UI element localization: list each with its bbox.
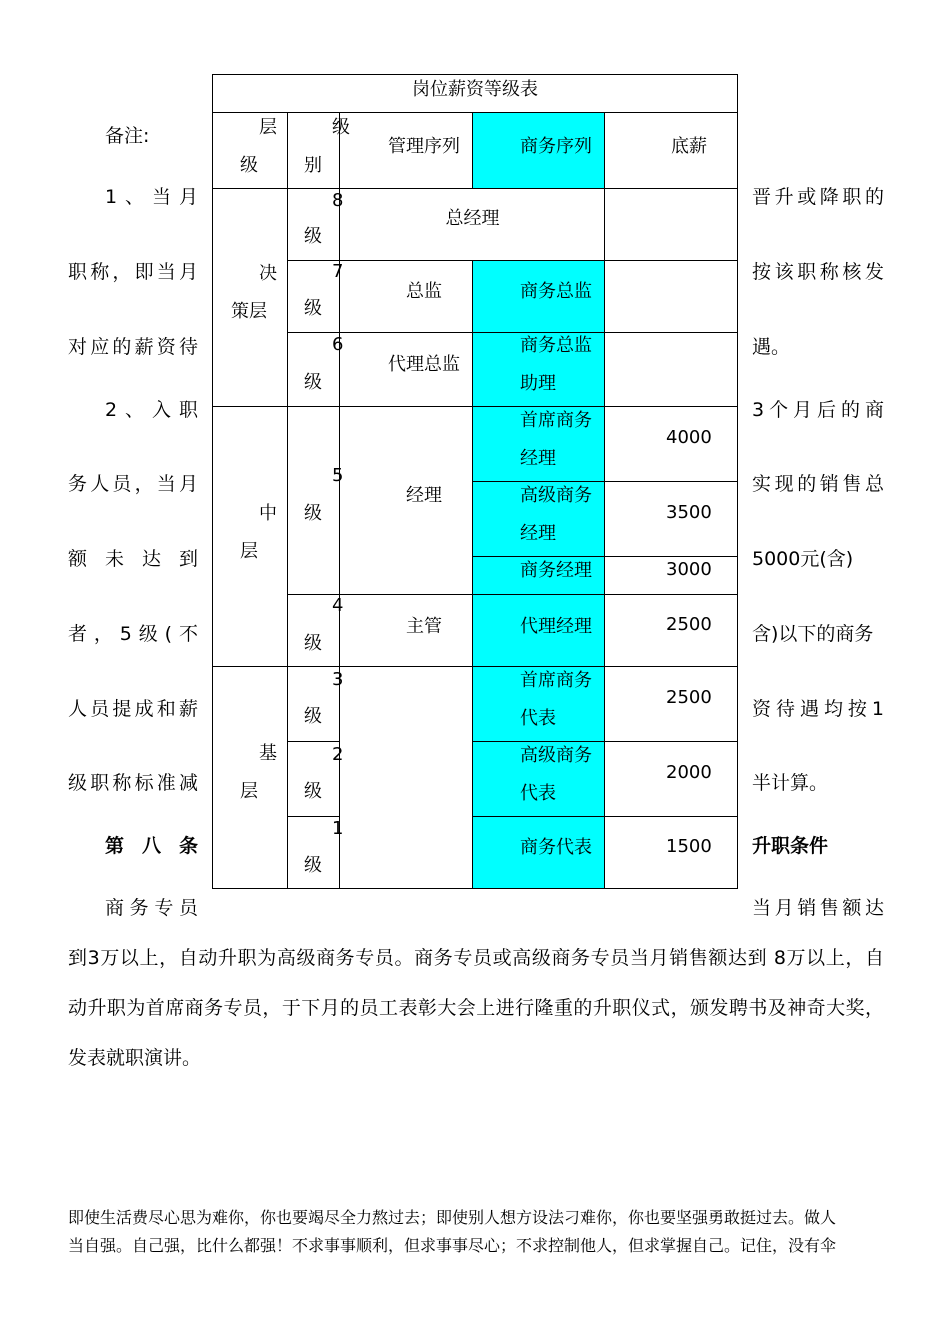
salary-2500-supervisor: 2500 bbox=[666, 614, 712, 635]
salary-3000: 3000 bbox=[666, 559, 712, 580]
biz-rep: 商务代表 bbox=[520, 837, 592, 858]
level-6-ji: 级 bbox=[304, 372, 322, 393]
left-line-8: 人员提成和薪 bbox=[68, 698, 198, 720]
promotion-conditions: 升职条件 bbox=[752, 835, 829, 857]
level-4-ji: 级 bbox=[304, 633, 322, 654]
right-line-2: 按该职称核发 bbox=[752, 261, 884, 283]
right-line-5: 实现的销售总 bbox=[752, 473, 884, 495]
biz-chief-rep-b: 代表 bbox=[520, 708, 556, 729]
level-7-ji: 级 bbox=[304, 298, 322, 319]
layer-decision-b: 策层 bbox=[231, 301, 267, 322]
biz-chief-mgr-b: 经理 bbox=[520, 448, 556, 469]
salary-3500: 3500 bbox=[666, 502, 712, 523]
level-7-num: 7 bbox=[332, 261, 344, 282]
level-8-num: 8 bbox=[332, 190, 344, 211]
mgmt-manager: 经理 bbox=[406, 485, 442, 506]
level-5-num: 5 bbox=[332, 465, 344, 486]
left-line-5: 务人员，当月 bbox=[68, 473, 198, 495]
header-layer-a: 层 bbox=[259, 117, 277, 138]
right-line-8: 资待遇均按1 bbox=[752, 698, 884, 720]
level-4-num: 4 bbox=[332, 595, 344, 616]
layer-base-b: 层 bbox=[240, 781, 258, 802]
level-6-num: 6 bbox=[332, 334, 344, 355]
biz-senior-mgr-a: 高级商务 bbox=[520, 485, 592, 506]
left-line-6: 额未达到 bbox=[68, 548, 198, 570]
biz-manager: 商务经理 bbox=[520, 560, 592, 581]
right-line-9: 半计算。 bbox=[752, 772, 829, 794]
level-5-ji: 级 bbox=[304, 503, 322, 524]
level-1-num: 1 bbox=[332, 818, 344, 839]
left-line-7: 者，5级(不 bbox=[68, 623, 198, 645]
right-line-7: 含)以下的商务 bbox=[752, 623, 874, 645]
header-level-a: 级 bbox=[332, 117, 350, 138]
biz-senior-mgr-b: 经理 bbox=[520, 523, 556, 544]
header-mgmt: 管理序列 bbox=[388, 136, 460, 157]
layer-base-a: 基 bbox=[259, 743, 277, 764]
mgmt-director: 总监 bbox=[406, 281, 442, 302]
right-line-4: 3个月后的商 bbox=[752, 399, 884, 421]
biz-chief-rep-a: 首席商务 bbox=[520, 670, 592, 691]
layer-decision-a: 决 bbox=[259, 263, 277, 284]
level-2-num: 2 bbox=[332, 744, 344, 765]
level-8-ji: 级 bbox=[304, 226, 322, 247]
header-base: 底薪 bbox=[671, 136, 707, 157]
left-line-4: 2、入职 bbox=[105, 399, 198, 421]
left-line-3: 对应的薪资待 bbox=[68, 336, 198, 358]
header-biz: 商务序列 bbox=[520, 136, 592, 157]
left-line-11: 商务专员 bbox=[105, 897, 198, 919]
biz-senior-rep-b: 代表 bbox=[520, 783, 556, 804]
paragraph-line-3: 发表就职演讲。 bbox=[68, 1047, 202, 1069]
paragraph-line-1: 到3万以上，自动升职为高级商务专员。商务专员或高级商务专员当月销售额达到 8万以上，自 bbox=[68, 947, 884, 969]
layer-middle-a: 中 bbox=[259, 503, 277, 524]
left-line-1: 1、当月 bbox=[105, 186, 198, 208]
biz-senior-rep-a: 高级商务 bbox=[520, 745, 592, 766]
biz-director-asst-a: 商务总监 bbox=[520, 335, 592, 356]
header-layer-b: 级 bbox=[240, 155, 258, 176]
layer-middle-b: 层 bbox=[240, 541, 258, 562]
header-level-b: 别 bbox=[304, 155, 322, 176]
biz-acting-manager: 代理经理 bbox=[520, 616, 592, 637]
table-title: 岗位薪资等级表 bbox=[412, 79, 538, 100]
right-line-3: 遇。 bbox=[752, 336, 791, 358]
mgmt-general-manager: 总经理 bbox=[445, 208, 500, 229]
level-3-num: 3 bbox=[332, 669, 344, 690]
left-line-9: 级职称标准减 bbox=[68, 772, 198, 794]
mgmt-supervisor: 主管 bbox=[406, 616, 442, 637]
left-line-2: 职称，即当月 bbox=[68, 261, 198, 283]
level-3-ji: 级 bbox=[304, 706, 322, 727]
salary-1500: 1500 bbox=[666, 836, 712, 857]
right-line-6: 5000元(含) bbox=[752, 548, 854, 570]
biz-director-asst-b: 助理 bbox=[520, 373, 556, 394]
biz-chief-mgr-a: 首席商务 bbox=[520, 410, 592, 431]
footer-line-1: 即使生活费尽心思为难你，你也要竭尽全力熬过去；即使别人想方设法刁难你，你也要坚强勇敢挺过去。做人 bbox=[68, 1208, 837, 1227]
salary-2000: 2000 bbox=[666, 762, 712, 783]
note-label: 备注: bbox=[105, 125, 150, 147]
paragraph-line-2: 动升职为首席商务专员，于下月的员工表彰大会上进行隆重的升职仪式，颁发聘书及神奇大奖， bbox=[68, 997, 884, 1019]
salary-2500-chief-rep: 2500 bbox=[666, 687, 712, 708]
right-line-11: 当月销售额达 bbox=[752, 897, 884, 919]
level-1-ji: 级 bbox=[304, 855, 322, 876]
right-line-1: 晋升或降职的 bbox=[752, 186, 884, 208]
footer-line-2: 当自强。自己强，比什么都强！不求事事顺利，但求事事尽心；不求控制他人，但求掌握自己。记住，没有伞 bbox=[68, 1236, 837, 1255]
mgmt-acting-director: 代理总监 bbox=[388, 354, 460, 375]
biz-director: 商务总监 bbox=[520, 281, 592, 302]
salary-4000: 4000 bbox=[666, 427, 712, 448]
article-eight: 第八条 bbox=[105, 835, 198, 857]
level-2-ji: 级 bbox=[304, 781, 322, 802]
